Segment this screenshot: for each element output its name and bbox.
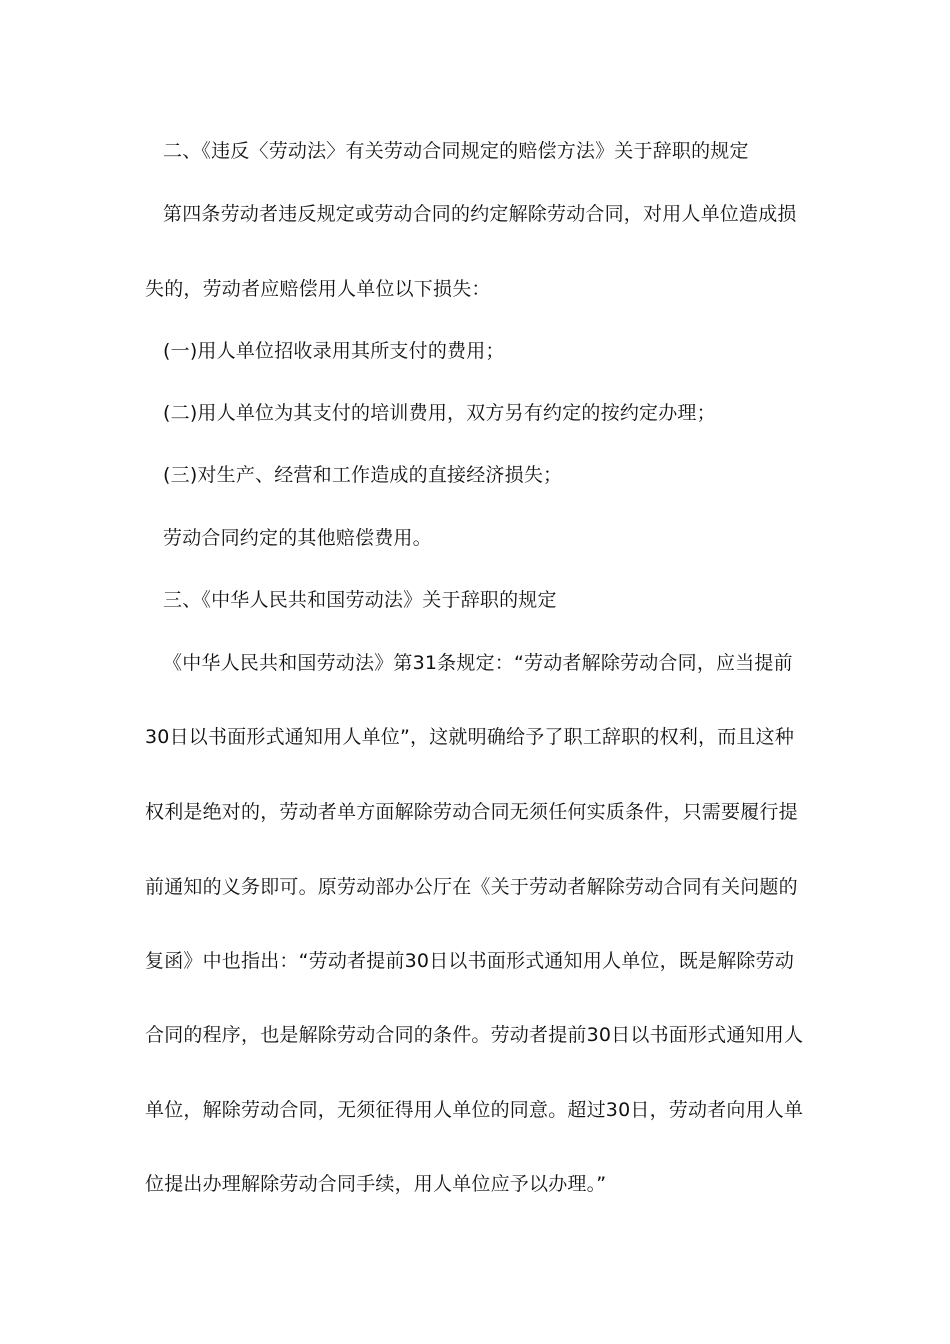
paragraph-line: 失的，劳动者应赔偿用人单位以下损失： [145, 278, 491, 300]
paragraph-line: 单位，解除劳动合同，无须征得用人单位的同意。超过30日，劳动者向用人单 [145, 1099, 804, 1121]
paragraph-line: 30日以书面形式通知用人单位”，这就明确给予了职工辞职的权利，而且这种 [145, 726, 795, 748]
paragraph-line: 第四条劳动者违反规定或劳动合同的约定解除劳动合同，对用人单位造成损 [163, 203, 797, 225]
list-item-2: (二)用人单位为其支付的培训费用，双方另有约定的按约定办理； [163, 402, 716, 424]
paragraph-line: 位提出办理解除劳动合同手续，用人单位应予以办理。” [145, 1173, 607, 1195]
paragraph-line: 复函》中也指出：“劳动者提前30日以书面形式通知用人单位，既是解除劳动 [145, 950, 795, 972]
list-item-3: (三)对生产、经营和工作造成的直接经济损失； [163, 464, 563, 486]
section-heading-2: 二、《违反〈劳动法〉有关劳动合同规定的赔偿方法》关于辞职的规定 [163, 140, 749, 162]
paragraph-line: 合同的程序，也是解除劳动合同的条件。劳动者提前30日以书面形式通知用人 [145, 1024, 804, 1046]
paragraph-line: 前通知的义务即可。原劳动部办公厅在《关于劳动者解除劳动合同有关问题的 [145, 876, 798, 898]
list-item-1: (一)用人单位招收录用其所支付的费用； [163, 340, 505, 362]
paragraph-line: 《中华人民共和国劳动法》第31条规定：“劳动者解除劳动合同，应当提前 [163, 652, 793, 674]
section-heading-3: 三、《中华人民共和国劳动法》关于辞职的规定 [163, 589, 557, 611]
list-item-4: 劳动合同约定的其他赔偿费用。 [163, 527, 432, 549]
paragraph-line: 权利是绝对的，劳动者单方面解除劳动合同无须任何实质条件，只需要履行提 [145, 801, 798, 823]
